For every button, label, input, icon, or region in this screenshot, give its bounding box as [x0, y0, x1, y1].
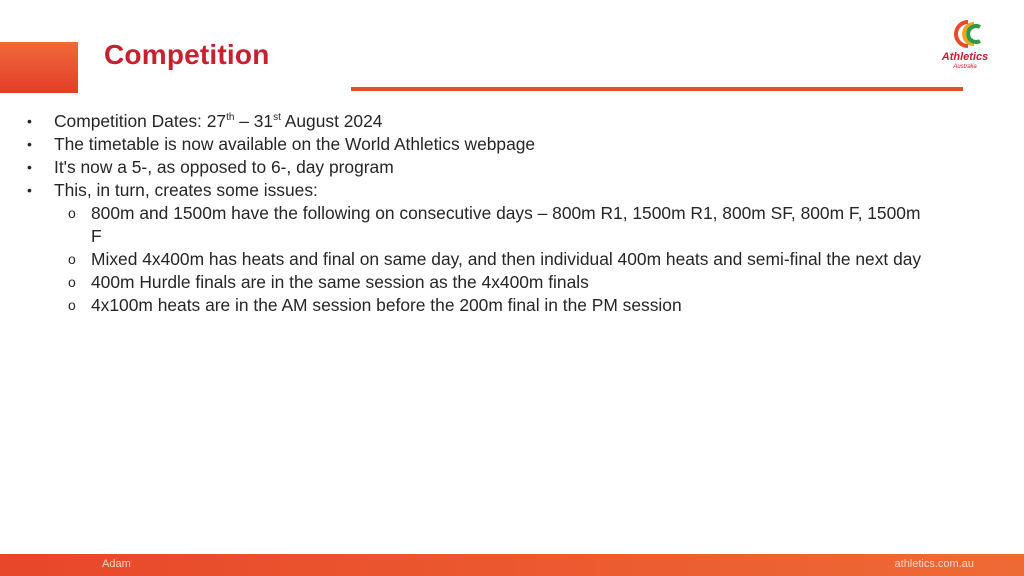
slide-title: Competition	[104, 39, 270, 70]
footer-website: athletics.com.au	[894, 558, 974, 570]
sub-bullet-text: Mixed 4x400m has heats and final on same day, and then individual 400m heats and semi-final the next day	[91, 249, 922, 269]
bullet-text: – 31	[234, 111, 274, 131]
superscript: st	[273, 112, 281, 123]
bullet-marker: •	[27, 113, 32, 129]
sub-bullet-item	[24, 294, 924, 317]
bullet-item	[24, 133, 924, 156]
bullet-marker: •	[27, 159, 32, 175]
sub-bullet-item	[24, 202, 924, 248]
sub-bullet-marker: o	[68, 274, 76, 290]
bullet-text: It's now a 5-, as opposed to 6-, day program	[54, 157, 394, 177]
superscript: th	[226, 112, 235, 123]
sub-bullet-marker: o	[68, 205, 76, 221]
sub-bullet-item	[24, 248, 924, 271]
bullet-text: The timetable is now available on the World Athletics webpage	[54, 134, 536, 154]
logo-wordmark: Athletics	[941, 51, 989, 63]
bullet-text: August 2024	[280, 111, 383, 131]
bullet-text: This, in turn, creates some issues:	[54, 180, 318, 200]
logo-subtext: Australia	[953, 64, 977, 70]
sub-bullet-item	[24, 271, 924, 294]
sub-bullet-text: 800m and 1500m have the following on consecutive days – 800m R1, 1500m R1, 800m SF, 800m F, 1500m F	[91, 203, 921, 246]
footer-author: Adam	[102, 558, 131, 570]
title-accent-block	[0, 42, 78, 93]
bullet-list	[24, 110, 924, 317]
footer-bar	[0, 554, 1024, 576]
logo-rings-icon	[944, 18, 986, 50]
sub-bullet-text: 4x100m heats are in the AM session before the 200m final in the PM session	[91, 295, 682, 315]
bullet-marker: •	[27, 136, 32, 152]
athletics-australia-logo	[934, 18, 996, 76]
sub-bullet-text: 400m Hurdle finals are in the same session as the 4x400m finals	[91, 272, 589, 292]
title-underline-rule	[351, 87, 963, 91]
sub-bullet-marker: o	[68, 251, 76, 267]
bullet-marker: •	[27, 182, 32, 198]
bullet-item	[24, 156, 924, 179]
bullet-item	[24, 110, 924, 133]
bullet-item	[24, 179, 924, 202]
bullet-text: Competition Dates: 27	[54, 111, 227, 131]
sub-bullet-marker: o	[68, 297, 76, 313]
